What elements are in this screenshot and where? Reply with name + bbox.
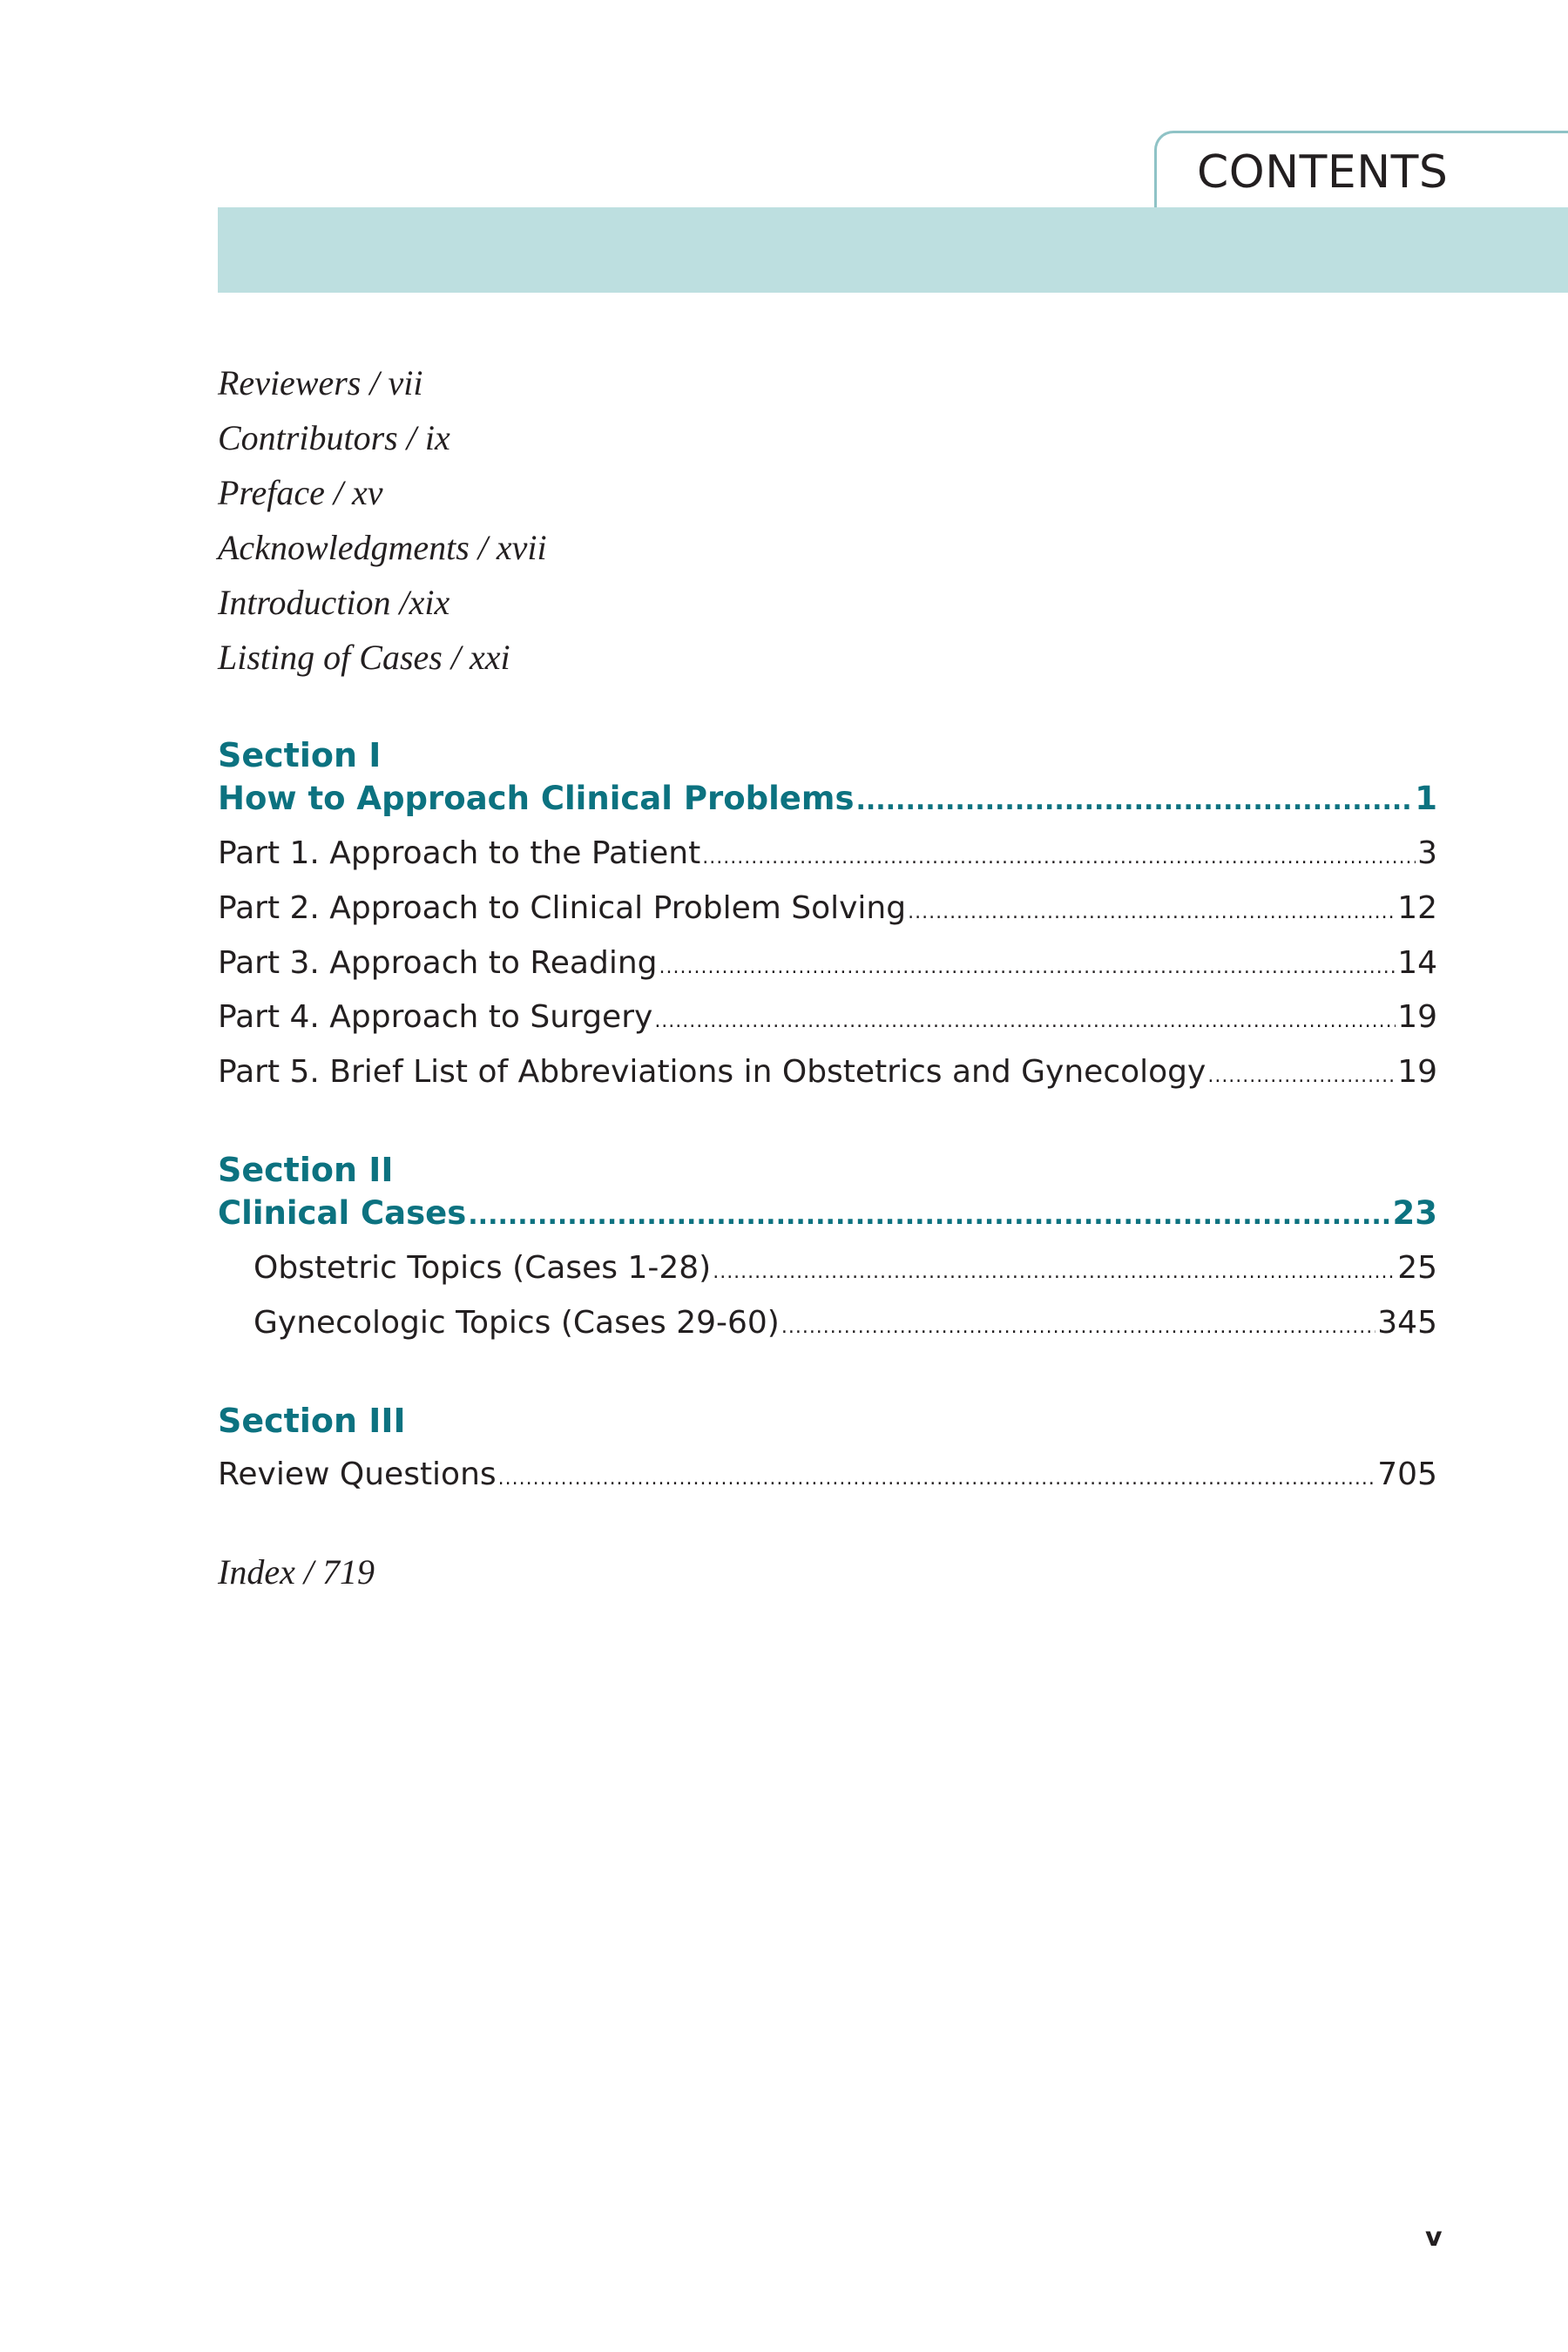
- section-1-heading[interactable]: [218, 780, 1437, 817]
- toc-entry-title: Part 1. Approach to the Patient: [218, 835, 701, 871]
- toc-entry-page: 25: [1397, 1250, 1437, 1286]
- section-1-heading-page: 1: [1415, 780, 1437, 817]
- toc-entry-page: 14: [1397, 945, 1437, 981]
- toc-entry-gynecologic-topics[interactable]: [253, 1305, 1437, 1341]
- toc-front-contributors[interactable]: Contributors / ix: [218, 418, 450, 457]
- toc-entry-title: Part 5. Brief List of Abbreviations in Obstetrics and Gynecology: [218, 1054, 1206, 1090]
- dot-leader: [498, 1470, 1376, 1489]
- toc-entry-part-2[interactable]: [218, 890, 1437, 926]
- dot-leader: [1207, 1067, 1396, 1086]
- toc-entry-page: 345: [1377, 1305, 1437, 1341]
- toc-front-introduction[interactable]: Introduction /xix: [218, 583, 450, 622]
- dot-leader: [654, 1012, 1396, 1031]
- toc-entry-title: Obstetric Topics (Cases 1-28): [253, 1250, 712, 1286]
- dot-leader: [468, 1203, 1390, 1229]
- dot-leader: [908, 903, 1396, 923]
- section-1-label: Section I: [218, 736, 382, 774]
- toc-entry-page: 705: [1377, 1456, 1437, 1492]
- toc-entry-part-1[interactable]: [218, 835, 1437, 871]
- toc-front-preface[interactable]: Preface / xv: [218, 473, 383, 512]
- toc-entry-title: Part 3. Approach to Reading: [218, 945, 658, 981]
- section-2-label: Section II: [218, 1151, 394, 1189]
- toc-entry-page: 19: [1397, 999, 1437, 1035]
- toc-entry-page: 12: [1397, 890, 1437, 926]
- toc-front-listing-of-cases[interactable]: Listing of Cases / xxi: [218, 638, 510, 677]
- toc-entry-title: Part 4. Approach to Surgery: [218, 999, 653, 1035]
- page-title: CONTENTS: [1197, 146, 1449, 199]
- toc-entry-page: 3: [1417, 835, 1437, 871]
- section-1-heading-title: How to Approach Clinical Problems: [218, 780, 855, 817]
- toc-entry-obstetric-topics[interactable]: [253, 1250, 1437, 1286]
- dot-leader: [713, 1263, 1396, 1282]
- toc-entry-part-3[interactable]: [218, 945, 1437, 981]
- page-number: v: [1425, 2222, 1443, 2253]
- toc-front-acknowledgments[interactable]: Acknowledgments / xvii: [218, 528, 547, 567]
- section-2-heading[interactable]: [218, 1194, 1437, 1232]
- header-band: [218, 207, 1568, 293]
- toc-entry-part-5[interactable]: [218, 1054, 1437, 1090]
- toc-entry-title: Review Questions: [218, 1456, 497, 1492]
- dot-leader: [855, 788, 1413, 814]
- toc-entry-title: Part 2. Approach to Clinical Problem Solving: [218, 890, 907, 926]
- section-2-heading-page: 23: [1392, 1194, 1437, 1232]
- toc-entry-page: 19: [1397, 1054, 1437, 1090]
- section-3-label: Section III: [218, 1402, 406, 1440]
- toc-entry-part-4[interactable]: [218, 999, 1437, 1035]
- toc-entry-title: Gynecologic Topics (Cases 29-60): [253, 1305, 780, 1341]
- dot-leader: [702, 848, 1416, 868]
- section-2-heading-title: Clinical Cases: [218, 1194, 467, 1232]
- toc-entry-review-questions[interactable]: [218, 1456, 1437, 1492]
- toc-index[interactable]: Index / 719: [218, 1552, 375, 1592]
- toc-front-reviewers[interactable]: Reviewers / vii: [218, 363, 423, 402]
- dot-leader: [781, 1318, 1375, 1337]
- dot-leader: [659, 958, 1396, 977]
